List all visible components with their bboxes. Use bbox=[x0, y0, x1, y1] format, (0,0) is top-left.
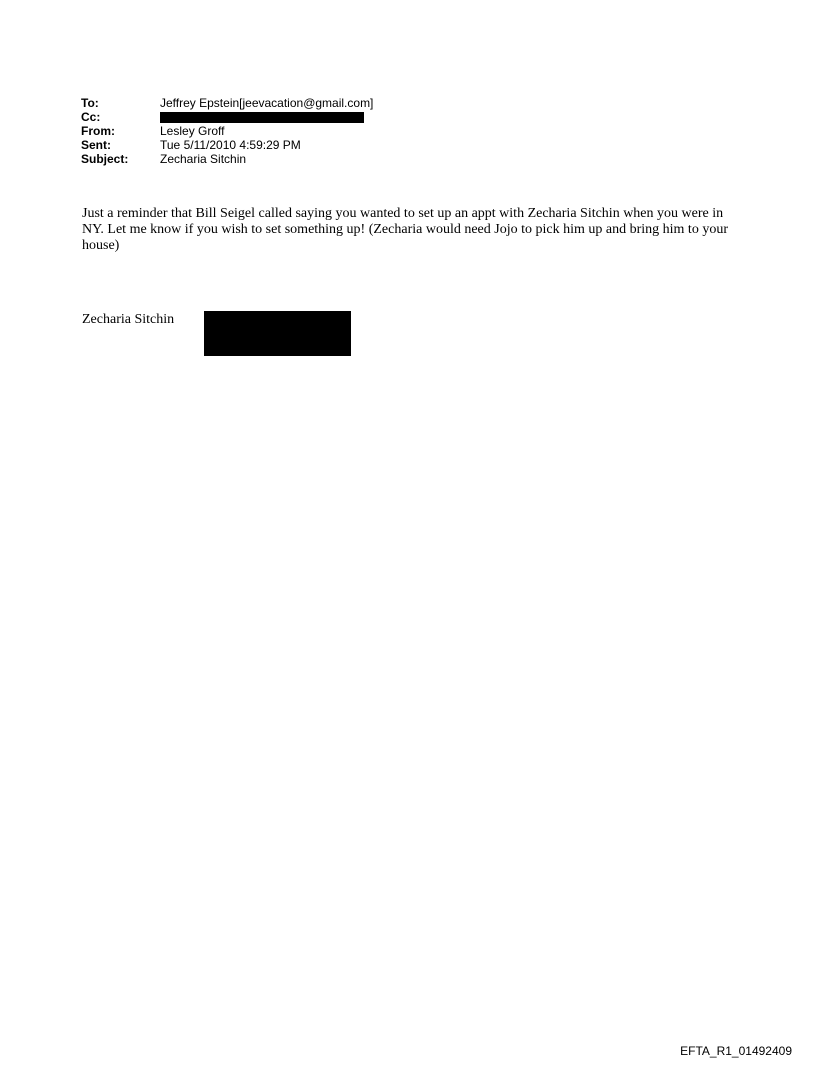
to-value: Jeffrey Epstein[jeevacation@gmail.com] bbox=[160, 96, 374, 110]
sent-value: Tue 5/11/2010 4:59:29 PM bbox=[160, 138, 301, 152]
to-label: To: bbox=[81, 96, 99, 110]
from-value: Lesley Groff bbox=[160, 124, 225, 138]
sent-label: Sent: bbox=[81, 138, 111, 152]
cc-label: Cc: bbox=[81, 110, 101, 124]
subject-label: Subject: bbox=[81, 152, 129, 166]
sent-row bbox=[81, 138, 373, 152]
email-body-paragraph: Just a reminder that Bill Seigel called saying you wanted to set up an appt with Zecharia Sitchin when you were in NY. Let me know if you wish to set something up! (Zecharia would need Jojo to pick him up and bring him to your house) bbox=[82, 206, 728, 253]
subject-row bbox=[81, 152, 373, 166]
signature-redaction-block bbox=[204, 311, 351, 356]
from-row bbox=[81, 124, 373, 138]
signature-line bbox=[82, 312, 174, 328]
subject-value: Zecharia Sitchin bbox=[160, 152, 247, 166]
document-id: EFTA_R1_01492409 bbox=[680, 1044, 792, 1058]
cc-redaction-block bbox=[160, 112, 364, 123]
from-label: From: bbox=[81, 124, 115, 138]
signature-name: Zecharia Sitchin bbox=[82, 312, 175, 327]
email-header bbox=[81, 96, 373, 166]
to-row bbox=[81, 96, 373, 110]
cc-value bbox=[160, 110, 364, 124]
cc-row bbox=[81, 110, 373, 124]
